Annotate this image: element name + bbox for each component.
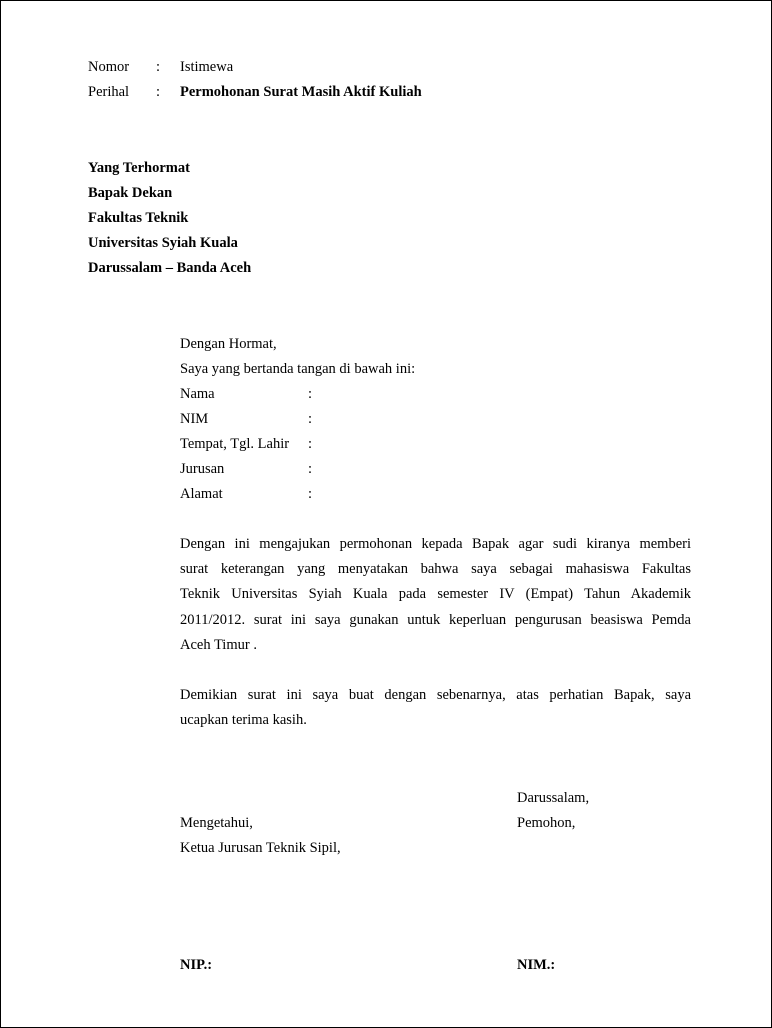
paragraph-line: Demikian surat ini saya buat dengan sebenarnya, atas perhatian Bapak, saya bbox=[180, 687, 691, 703]
greeting: Dengan Hormat, bbox=[180, 336, 277, 352]
field-label-jurusan: Jurusan bbox=[180, 461, 225, 477]
nip-label: NIP.: bbox=[180, 957, 213, 973]
recipient-line: Fakultas Teknik bbox=[88, 210, 189, 226]
field-colon: : bbox=[308, 486, 313, 502]
field-colon: : bbox=[308, 436, 313, 452]
field-label-nama: Nama bbox=[180, 386, 215, 402]
nomor-value: Istimewa bbox=[180, 59, 234, 75]
paragraph-line: Aceh Timur . bbox=[180, 636, 257, 653]
closing-paragraph bbox=[180, 683, 691, 733]
intro-line: Saya yang bertanda tangan di bawah ini: bbox=[180, 361, 416, 377]
right-signature-title: Pemohon, bbox=[517, 815, 576, 831]
field-colon: : bbox=[308, 386, 313, 402]
perihal-colon: : bbox=[156, 84, 161, 100]
paragraph-line: Teknik Universitas Syiah Kuala pada semester IV (Empat) Tahun Akademik bbox=[180, 586, 691, 603]
paragraph-line: Dengan ini mengajukan permohonan kepada Bapak agar sudi kiranya memberi bbox=[180, 536, 691, 552]
nim-label: NIM.: bbox=[517, 957, 556, 973]
paragraph-line: 2011/2012. surat ini saya gunakan untuk keperluan pengurusan beasiswa Pemda bbox=[180, 611, 691, 628]
field-label-alamat: Alamat bbox=[180, 486, 223, 502]
nomor-label: Nomor bbox=[88, 59, 130, 75]
field-colon: : bbox=[308, 461, 313, 477]
paragraph-line: ucapkan terima kasih. bbox=[180, 712, 307, 729]
request-paragraph bbox=[180, 532, 691, 658]
perihal-label: Perihal bbox=[88, 84, 130, 100]
recipient-line: Yang Terhormat bbox=[88, 160, 190, 176]
field-label-nim: NIM bbox=[180, 411, 209, 427]
nomor-colon: : bbox=[156, 59, 161, 75]
recipient-line: Bapak Dekan bbox=[88, 185, 173, 201]
field-colon: : bbox=[308, 411, 313, 427]
left-signature-title: Mengetahui, bbox=[180, 815, 253, 831]
recipient-line: Universitas Syiah Kuala bbox=[88, 235, 238, 251]
recipient-line: Darussalam – Banda Aceh bbox=[88, 260, 252, 276]
signature-place: Darussalam, bbox=[517, 790, 590, 806]
paragraph-line: surat keterangan yang menyatakan bahwa saya sebagai mahasiswa Fakultas bbox=[180, 561, 691, 578]
perihal-value: Permohonan Surat Masih Aktif Kuliah bbox=[180, 84, 422, 100]
field-label-ttl: Tempat, Tgl. Lahir bbox=[180, 436, 290, 452]
left-signature-role: Ketua Jurusan Teknik Sipil, bbox=[180, 840, 341, 856]
